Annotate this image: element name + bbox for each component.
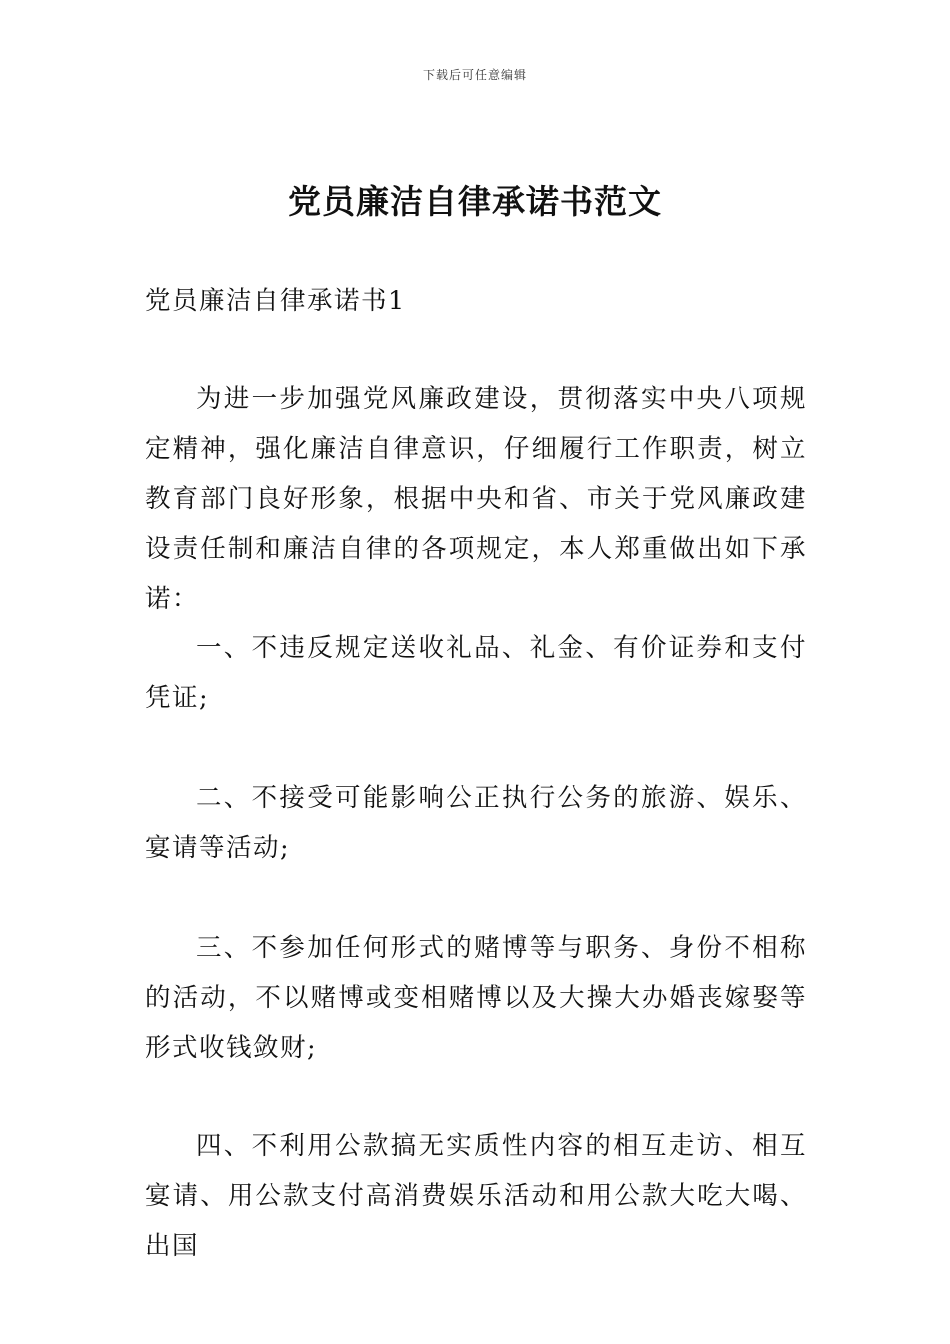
document-title: 党员廉洁自律承诺书范文	[288, 182, 662, 221]
paragraph-item-4: 四、不利用公款搞无实质性内容的相互走访、相互宴请、用公款支付高消费娱乐活动和用公款大吃大喝、出国	[145, 1131, 807, 1261]
document-subtitle: 党员廉洁自律承诺书1	[145, 286, 406, 316]
paragraph-item-1: 一、不违反规定送收礼品、礼金、有价证券和支付凭证;	[145, 633, 807, 713]
header-note: 下载后可任意编辑	[422, 68, 527, 82]
paragraph-item-2: 二、不接受可能影响公正执行公务的旅游、娱乐、宴请等活动;	[145, 783, 807, 863]
paragraph-item-3: 三、不参加任何形式的赌博等与职务、身份不相称的活动，不以赌博或变相赌博以及大操大办婚丧嫁娶等形式收钱敛财;	[145, 933, 807, 1063]
paragraph-intro: 为进一步加强党风廉政建设，贯彻落实中央八项规定精神，强化廉洁自律意识，仔细履行工作职责，树立教育部门良好形象，根据中央和省、市关于党风廉政建设责任制和廉洁自律的各项规定，本人郑重做出如下承诺：	[145, 384, 807, 614]
